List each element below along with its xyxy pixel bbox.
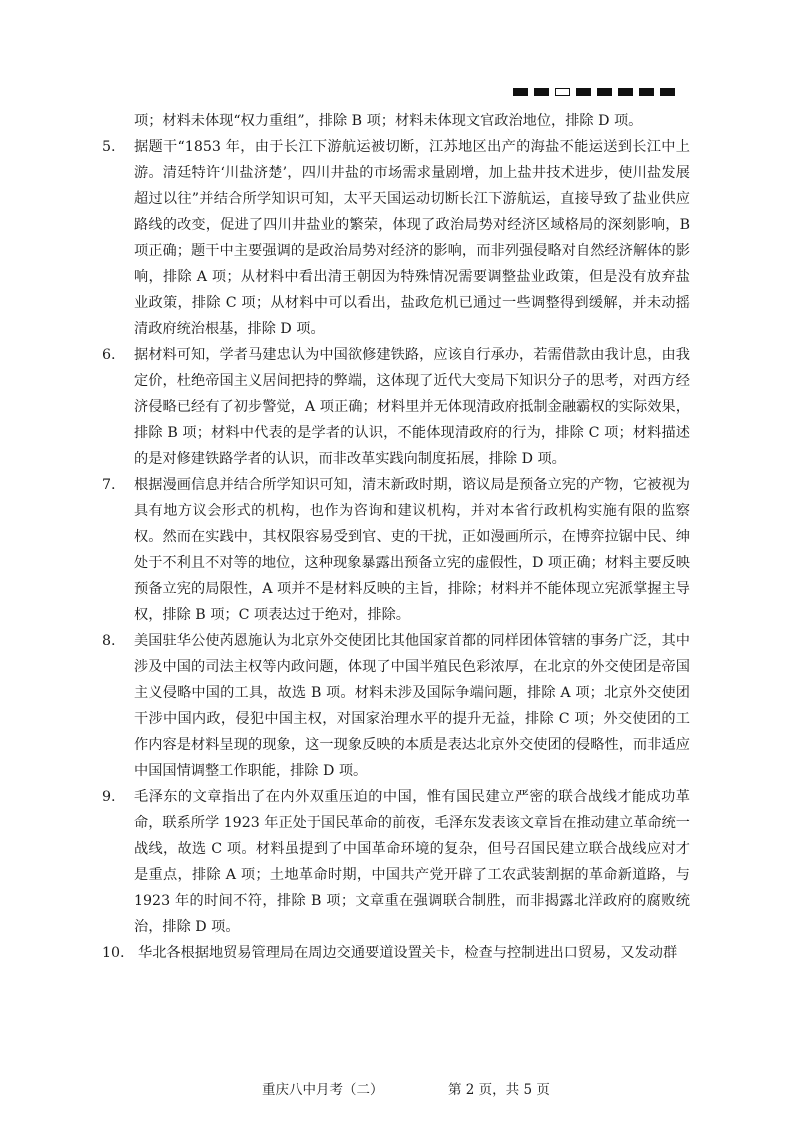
header-mark: [576, 88, 591, 96]
answer-content: [102, 108, 690, 966]
answer-item: [102, 134, 690, 342]
intro-paragraph: [102, 108, 690, 134]
header-mark: [534, 88, 549, 96]
answer-item: [102, 784, 690, 940]
page-number: 第 2 页，共 5 页: [448, 1082, 550, 1098]
exam-title: 重庆八中月考（二）: [262, 1082, 384, 1098]
item-text: 毛泽东的文章指出了在内外双重压迫的中国，惟有国民建立严密的联合战线才能成功革命，联系所学 1923 年正处于国民革命的前夜，毛泽东发表该文章旨在推动建立革命统一战线，故选 C 项。材料虽提到了中国革命环境的复杂，但号召国民建立联合战线应对才是重点，排除 A 项；土地革命时期，中国共产党开辟了工农武装割据的革命新道路，与 1923 年的时间不符，排除 B 项；文章重在强调联合制胜，而非揭露北洋政府的腐败统治，排除 D 项。: [134, 789, 690, 935]
header-mark: [555, 88, 570, 96]
header-marks: [513, 88, 675, 96]
item-text: 根据漫画信息并结合所学知识可知，清末新政时期，谘议局是预备立宪的产物，它被视为具有地方议会形式的机构，也作为咨询和建议机构，并对本省行政机构实施有限的监察权。然而在实践中，其权限容易受到官、吏的干扰，正如漫画所示，在博弈拉锯中民、绅处于不利且不对等的地位，这种现象暴露出预备立宪的虚假性，D 项正确；材料主要反映预备立宪的局限性，A 项并不是材料反映的主旨，排除；材料并不能体现立宪派掌握主导权，排除 B 项；C 项表达过于绝对，排除。: [134, 477, 690, 623]
answer-item: [102, 940, 690, 966]
item-number: 5.: [102, 139, 116, 155]
header-mark: [597, 88, 612, 96]
header-mark: [618, 88, 633, 96]
item-text: 华北各根据地贸易管理局在周边交通要道设置关卡，检查与控制进出口贸易，又发动群: [138, 945, 678, 961]
item-text: 据材料可知，学者马建忠认为中国欲修建铁路，应该自行承办，若需借款由我计息，由我定价，杜绝帝国主义居间把持的弊端，这体现了近代大变局下知识分子的思考，对西方经济侵略已经有了初步警觉，A 项正确；材料里并无体现清政府抵制金融霸权的实际效果，排除 B 项；材料中代表的是学者的认识，不能体现清政府的行为，排除 C 项；材料描述的是对修建铁路学者的认识，而非改革实践向制度拓展，排除 D 项。: [134, 347, 690, 467]
header-mark: [513, 88, 528, 96]
intro-text: 项；材料未体现“权力重组”，排除 B 项；材料未体现文官政治地位，排除 D 项。: [134, 113, 643, 129]
item-number: 7.: [102, 477, 116, 493]
item-number: 8.: [102, 633, 116, 649]
item-text: 美国驻华公使芮恩施认为北京外交使团比其他国家首都的同样团体管辖的事务广泛，其中涉及中国的司法主权等内政问题，体现了中国半殖民色彩浓厚，在北京的外交使团是帝国主义侵略中国的工具，故选 B 项。材料未涉及国际争端问题，排除 A 项；北京外交使团干涉中国内政，侵犯中国主权，对国家治理水平的提升无益，排除 C 项；外交使团的工作内容是材料呈现的现象，这一现象反映的本质是表达北京外交使团的侵略性，而非适应中国国情调整工作职能，排除 D 项。: [134, 633, 690, 779]
item-text: 据题干“1853 年，由于长江下游航运被切断，江苏地区出产的海盐不能运送到长江中上游。清廷特许‘川盐济楚’，四川井盐的市场需求量剧增，加上盐井技术进步，使川盐发展超过以往”并结合所学知识可知，太平天国运动切断长江下游航运，直接导致了盐业供应路线的改变，促进了四川井盐业的繁荣，体现了政治局势对经济区域格局的深刻影响，B 项正确；题干中主要强调的是政治局势对经济的影响，而非列强侵略对自然经济解体的影响，排除 A 项；从材料中看出清王朝因为特殊情况需要调整盐业政策，但是没有放弃盐业政策，排除 C 项；从材料中可以看出，盐政危机已通过一些调整得到缓解，并未动摇清政府统治根基，排除 D 项。: [134, 139, 690, 337]
header-mark: [660, 88, 675, 96]
answer-item: [102, 472, 690, 628]
item-number: 6.: [102, 347, 116, 363]
answer-item: [102, 342, 690, 472]
item-number: 9.: [102, 789, 116, 805]
answer-item: [102, 628, 690, 784]
header-mark: [639, 88, 654, 96]
item-number: 10.: [102, 945, 125, 961]
